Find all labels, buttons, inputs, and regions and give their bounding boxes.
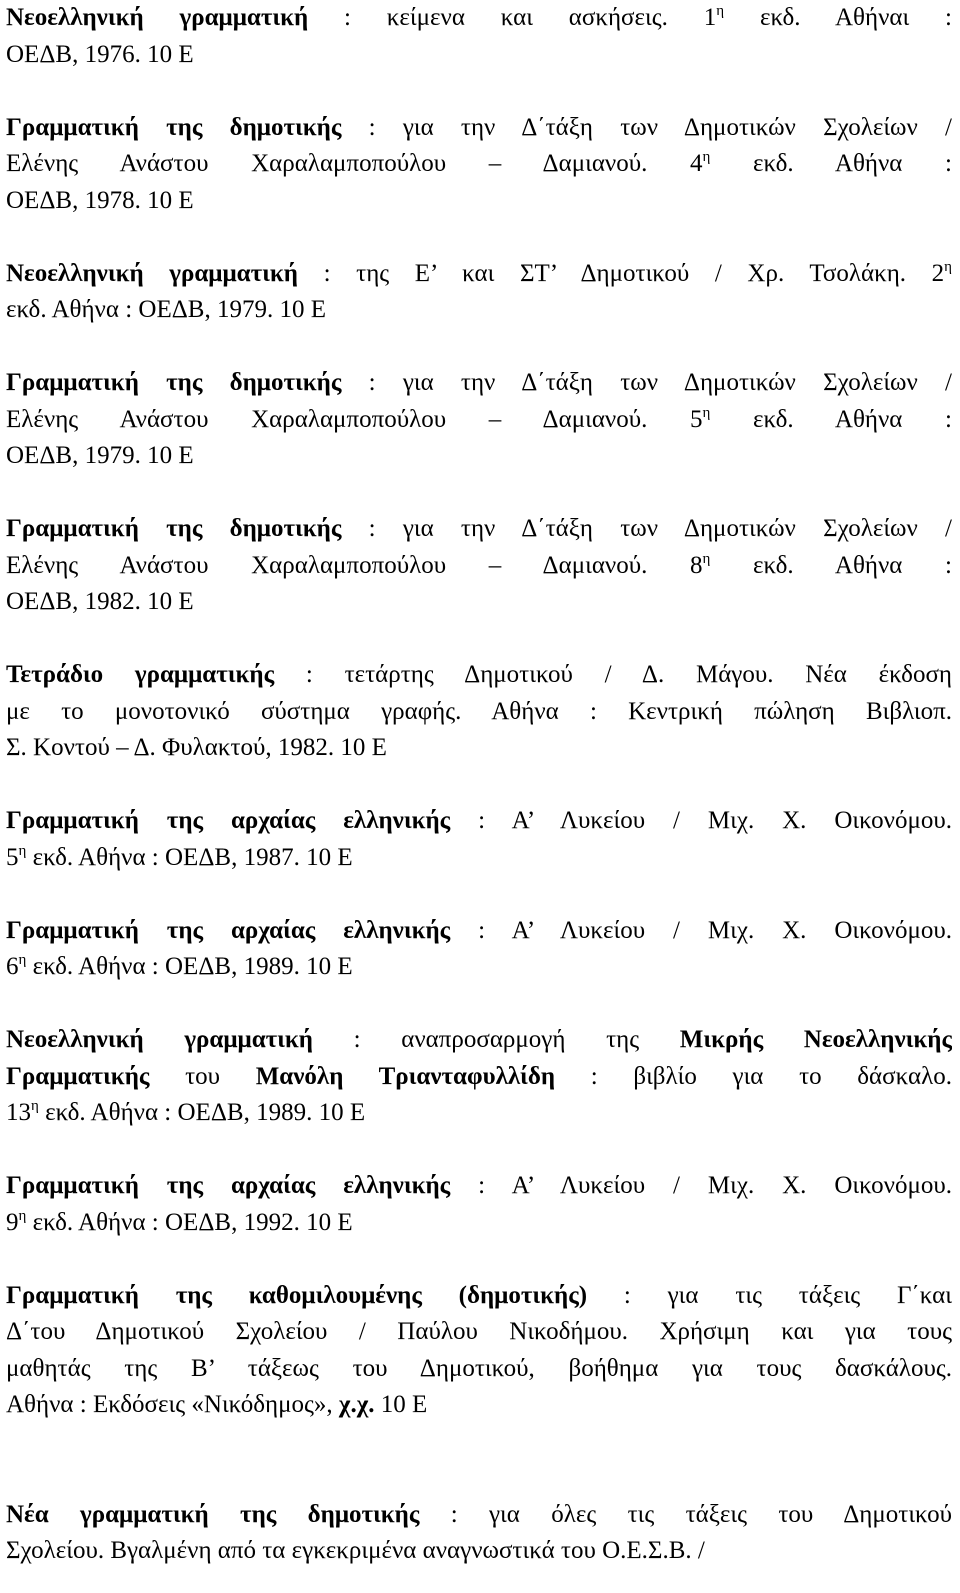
entry-title-text: Γραμματική της δημοτικής [6, 369, 342, 396]
entry-title-text: Μικρής Νεοελληνικής [679, 1026, 952, 1053]
entry-line [6, 438, 952, 475]
ordinal-superscript: η [18, 952, 27, 968]
entry-line [6, 146, 952, 183]
entry-text: ΟΕΔΒ, 1978. 10 Ε [6, 186, 194, 214]
entry-text: : Α’ Λυκείου / Μιχ. Χ. Οικονόμου. [450, 1172, 952, 1199]
entry-text: : για την Δ΄τάξη των Δημοτικών Σχολείων / [341, 113, 952, 141]
entry-line [6, 511, 952, 548]
entry-text: εκδ. Αθήνα : ΟΕΔΒ, 1987. 10 Ε [26, 843, 353, 871]
entry-text: εκδ. Αθήνα : ΟΕΔΒ, 1989. 10 Ε [26, 953, 353, 980]
entry-spacer [6, 1424, 952, 1497]
entry-text: του [149, 1062, 256, 1090]
entry-line [6, 1533, 952, 1570]
entry-text: Ελένης Ανάστου Χαραλαμποπούλου – Δαμιανού. 4 [6, 150, 703, 177]
entry-spacer [6, 876, 952, 913]
entry-spacer [6, 621, 952, 658]
entry-spacer [6, 1241, 952, 1278]
entry-line [6, 694, 952, 731]
entry-line [6, 1497, 952, 1534]
bibliography-entry [6, 1278, 952, 1424]
ordinal-superscript: η [702, 550, 711, 567]
entry-text: εκδ. Αθήναι : [724, 4, 952, 31]
entry-line [6, 365, 952, 402]
entry-text: : για την Δ΄τάξη των Δημοτικών Σχολείων / [341, 515, 952, 542]
entry-line [6, 548, 952, 585]
entry-line [6, 1314, 952, 1351]
entry-text: : τετάρτης Δημοτικού / Δ. Μάγου. Νέα έκδοση [274, 661, 952, 688]
bibliography-entry [6, 0, 952, 73]
entry-text: 9 [6, 1208, 19, 1236]
entry-title-text: Γραμματική της αρχαίας ελληνικής [6, 807, 451, 834]
entry-text: Δ΄του Δημοτικού Σχολείου / Παύλου Νικοδήμου. Χρήσιμη και για τους [6, 1318, 952, 1345]
entry-title-text: Γραμματική της δημοτικής [6, 515, 342, 542]
entry-text: : βιβλίο για το δάσκαλο. [555, 1062, 952, 1090]
bibliography-entry [6, 657, 952, 767]
entry-text: Σ. Κοντού – Δ. Φυλακτού, 1982. 10 Ε [6, 734, 387, 761]
entry-line [6, 1022, 952, 1059]
bibliography-entry [6, 365, 952, 475]
ordinal-superscript: η [702, 149, 711, 165]
entry-text: : για τις τάξεις Γ΄και [587, 1281, 952, 1309]
bibliography-entry [6, 803, 952, 876]
entry-text: Ελένης Ανάστου Χαραλαμποπούλου – Δαμιανού. 5 [6, 405, 703, 433]
entry-text: εκδ. Αθήνα : ΟΕΔΒ, 1992. 10 Ε [26, 1208, 353, 1236]
entry-title-text: Γραμματικής [6, 1062, 150, 1090]
entry-line [6, 110, 952, 147]
entry-title-text: Νέα γραμματική της δημοτικής [6, 1500, 420, 1528]
entry-line [6, 402, 952, 439]
entry-title-text: Νεοελληνική γραμματική [6, 1026, 313, 1053]
ordinal-superscript: η [944, 258, 952, 275]
entry-text: 10 Ε [374, 1391, 428, 1418]
entry-text: μαθητάς της Β’ τάξεως του Δημοτικού, βοήθημα για τους δασκάλους. [6, 1354, 952, 1382]
entry-spacer [6, 73, 952, 110]
entry-text: 13 [6, 1099, 31, 1126]
entry-text: με το μονοτονικό σύστημα γραφής. Αθήνα : Κεντρική πώληση Βιβλιοπ. [6, 697, 952, 725]
entry-text: εκδ. Αθήνα : ΟΕΔΒ, 1979. 10 Ε [6, 296, 326, 323]
bibliography-entry [6, 110, 952, 220]
ordinal-superscript: η [31, 1098, 39, 1114]
bibliography-entry [6, 1497, 952, 1570]
entry-text: εκδ. Αθήνα : [710, 405, 952, 433]
entry-title-text: Γραμματική της αρχαίας ελληνικής [6, 1172, 451, 1199]
entry-text: : Α’ Λυκείου / Μιχ. Χ. Οικονόμου. [450, 807, 952, 834]
entry-text: Σχολείου. Βγαλμένη από τα εγκεκριμένα αναγνωστικά του Ο.Ε.Σ.Β. / [6, 1537, 705, 1564]
entry-line [6, 1095, 952, 1132]
entry-text: : της Ε’ και ΣΤ’ Δημοτικού / Χρ. Τσολάκη. 2 [297, 259, 945, 287]
entry-line [6, 292, 952, 329]
entry-text: Αθήνα : Εκδόσεις «Νικόδημος», [6, 1391, 339, 1418]
entry-text: εκδ. Αθήνα : [710, 150, 952, 177]
entry-title-text: Γραμματική της καθομιλουμένης (δημοτικής) [6, 1281, 588, 1309]
entry-line [6, 1168, 952, 1205]
entry-line [6, 803, 952, 840]
entry-text: : κείμενα και ασκήσεις. 1 [308, 4, 717, 31]
entry-spacer [6, 986, 952, 1023]
entry-text: εκδ. Αθήνα : [710, 551, 952, 579]
entry-text: : αναπροσαρμογή της [313, 1026, 680, 1053]
entry-line [6, 1387, 952, 1424]
entry-line [6, 0, 952, 37]
entry-line [6, 1059, 952, 1096]
entry-line [6, 37, 952, 74]
ordinal-superscript: η [18, 842, 27, 859]
entry-line [6, 1351, 952, 1388]
entry-spacer [6, 767, 952, 804]
entry-line [6, 256, 952, 293]
bibliography-entry [6, 1168, 952, 1241]
entry-line [6, 730, 952, 767]
entry-text: : για όλες τις τάξεις του Δημοτικού [419, 1500, 952, 1528]
entry-spacer [6, 219, 952, 256]
bibliography-entry [6, 511, 952, 621]
entry-title-text: χ.χ. [338, 1391, 375, 1418]
entry-spacer [6, 329, 952, 366]
ordinal-superscript: η [702, 404, 711, 421]
document-page [6, 0, 952, 1570]
entry-text: εκδ. Αθήνα : ΟΕΔΒ, 1989. 10 Ε [38, 1099, 366, 1126]
entry-title-text: Νεοελληνική γραμματική [6, 4, 309, 31]
bibliography-entry [6, 256, 952, 329]
entry-title-text: Τετράδιο γραμματικής [6, 661, 275, 688]
entry-text: ΟΕΔΒ, 1979. 10 Ε [6, 442, 194, 469]
entry-title-text: Μανόλη Τριανταφυλλίδη [255, 1062, 556, 1090]
entry-title-text: Γραμματική της δημοτικής [6, 113, 342, 141]
bibliography-entry [6, 1022, 952, 1132]
entry-line [6, 183, 952, 220]
entry-line [6, 949, 952, 986]
ordinal-superscript: η [18, 1207, 27, 1224]
entry-text: ΟΕΔΒ, 1982. 10 Ε [6, 588, 194, 615]
entry-spacer [6, 1132, 952, 1169]
entry-title-text: Γραμματική της αρχαίας ελληνικής [6, 916, 451, 944]
entry-text: 6 [6, 953, 19, 980]
entry-line [6, 840, 952, 877]
entry-text: 5 [6, 843, 19, 871]
entry-text: ΟΕΔΒ, 1976. 10 Ε [6, 40, 194, 68]
entry-spacer [6, 475, 952, 512]
entry-line [6, 657, 952, 694]
bibliography-entry [6, 913, 952, 986]
entry-text: Ελένης Ανάστου Χαραλαμποπούλου – Δαμιανού. 8 [6, 551, 703, 579]
entry-line [6, 1205, 952, 1242]
entry-text: : για την Δ΄τάξη των Δημοτικών Σχολείων / [341, 369, 952, 396]
entry-line [6, 584, 952, 621]
ordinal-superscript: η [716, 3, 725, 19]
entry-text: : Α’ Λυκείου / Μιχ. Χ. Οικονόμου. [450, 916, 952, 944]
entry-title-text: Νεοελληνική γραμματική [6, 259, 298, 287]
entry-line [6, 913, 952, 950]
entry-line [6, 1278, 952, 1315]
